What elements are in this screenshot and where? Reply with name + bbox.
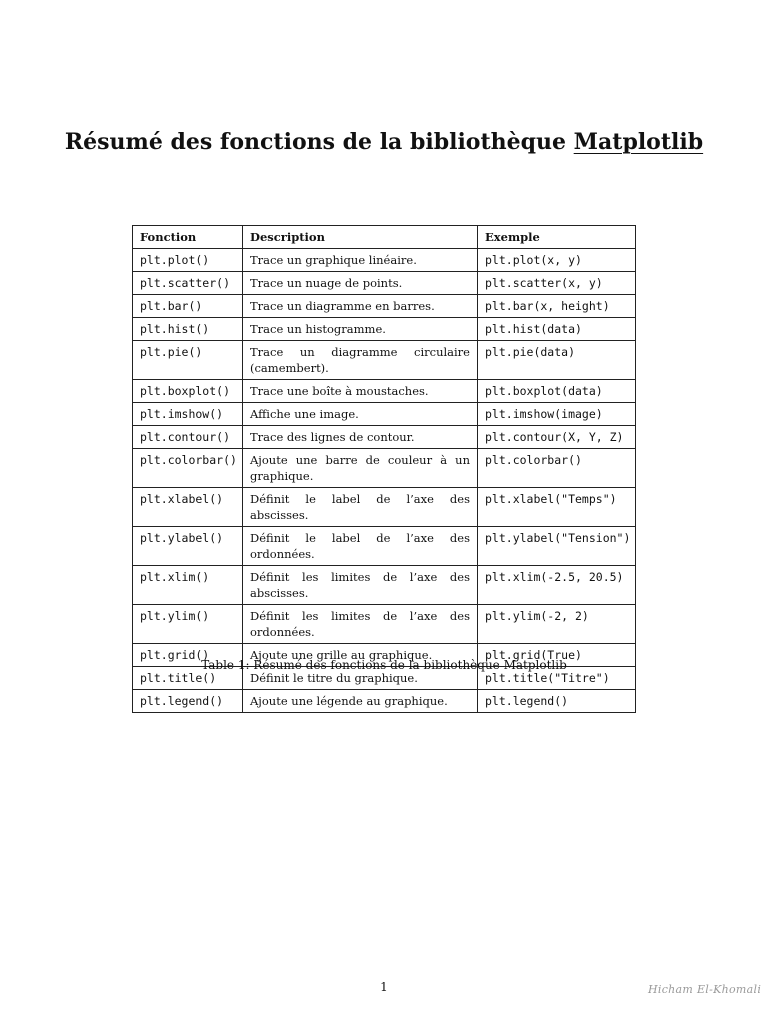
title-emphasis: Matplotlib bbox=[573, 128, 704, 155]
header-description: Description bbox=[243, 226, 478, 249]
example-cell: plt.colorbar() bbox=[478, 449, 636, 488]
description-cell: Ajoute une grille au graphique. bbox=[243, 644, 478, 667]
page-number: 1 bbox=[380, 980, 388, 994]
function-cell: plt.xlabel() bbox=[133, 488, 243, 527]
description-cell: Ajoute une légende au graphique. bbox=[243, 690, 478, 713]
description-cell: Trace un diagramme circulaire (camembert). bbox=[243, 341, 478, 380]
functions-table bbox=[132, 225, 636, 713]
example-cell: plt.boxplot(data) bbox=[478, 380, 636, 403]
example-cell: plt.title("Titre") bbox=[478, 667, 636, 690]
example-cell: plt.grid(True) bbox=[478, 644, 636, 667]
description-cell: Trace des lignes de contour. bbox=[243, 426, 478, 449]
example-cell: plt.xlabel("Temps") bbox=[478, 488, 636, 527]
function-cell: plt.imshow() bbox=[133, 403, 243, 426]
author-signature: Hicham El-Khomali bbox=[648, 983, 762, 996]
document-title bbox=[0, 129, 768, 155]
description-cell: Définit le label de l’axe des abscisses. bbox=[243, 488, 478, 527]
description-cell: Trace un graphique linéaire. bbox=[243, 249, 478, 272]
table-row bbox=[133, 690, 636, 713]
title-prefix: Résumé des fonctions de la bibliothèque bbox=[64, 128, 574, 155]
example-cell: plt.bar(x, height) bbox=[478, 295, 636, 318]
function-cell: plt.xlim() bbox=[133, 566, 243, 605]
description-cell: Trace une boîte à moustaches. bbox=[243, 380, 478, 403]
example-cell: plt.scatter(x, y) bbox=[478, 272, 636, 295]
description-cell: Trace un diagramme en barres. bbox=[243, 295, 478, 318]
description-cell: Trace un nuage de points. bbox=[243, 272, 478, 295]
description-cell: Affiche une image. bbox=[243, 403, 478, 426]
example-cell: plt.hist(data) bbox=[478, 318, 636, 341]
table-row bbox=[133, 527, 636, 566]
example-cell: plt.contour(X, Y, Z) bbox=[478, 426, 636, 449]
description-cell: Définit les limites de l’axe des abscisses. bbox=[243, 566, 478, 605]
example-cell: plt.imshow(image) bbox=[478, 403, 636, 426]
function-cell: plt.grid() bbox=[133, 644, 243, 667]
table-row bbox=[133, 249, 636, 272]
example-cell: plt.ylabel("Tension") bbox=[478, 527, 636, 566]
function-cell: plt.ylim() bbox=[133, 605, 243, 644]
table-body bbox=[133, 249, 636, 713]
function-cell: plt.boxplot() bbox=[133, 380, 243, 403]
table-row bbox=[133, 272, 636, 295]
table-row bbox=[133, 566, 636, 605]
table-row bbox=[133, 426, 636, 449]
function-cell: plt.scatter() bbox=[133, 272, 243, 295]
table-row bbox=[133, 488, 636, 527]
description-cell: Définit le label de l’axe des ordonnées. bbox=[243, 527, 478, 566]
table-row bbox=[133, 341, 636, 380]
description-cell: Trace un histogramme. bbox=[243, 318, 478, 341]
table-row bbox=[133, 403, 636, 426]
function-cell: plt.plot() bbox=[133, 249, 243, 272]
example-cell: plt.pie(data) bbox=[478, 341, 636, 380]
function-cell: plt.hist() bbox=[133, 318, 243, 341]
description-cell: Définit le titre du graphique. bbox=[243, 667, 478, 690]
function-cell: plt.pie() bbox=[133, 341, 243, 380]
table-row bbox=[133, 449, 636, 488]
function-cell: plt.ylabel() bbox=[133, 527, 243, 566]
table-row bbox=[133, 605, 636, 644]
description-cell: Définit les limites de l’axe des ordonnées. bbox=[243, 605, 478, 644]
table-row bbox=[133, 318, 636, 341]
example-cell: plt.ylim(-2, 2) bbox=[478, 605, 636, 644]
example-cell: plt.legend() bbox=[478, 690, 636, 713]
table-header-row bbox=[133, 226, 636, 249]
table-caption: Table 1: Résumé des fonctions de la bibliothèque Matplotlib bbox=[201, 658, 567, 672]
function-cell: plt.bar() bbox=[133, 295, 243, 318]
function-cell: plt.contour() bbox=[133, 426, 243, 449]
function-cell: plt.colorbar() bbox=[133, 449, 243, 488]
header-exemple: Exemple bbox=[478, 226, 636, 249]
example-cell: plt.plot(x, y) bbox=[478, 249, 636, 272]
example-cell: plt.xlim(-2.5, 20.5) bbox=[478, 566, 636, 605]
function-cell: plt.title() bbox=[133, 667, 243, 690]
description-cell: Ajoute une barre de couleur à un graphique. bbox=[243, 449, 478, 488]
table-row bbox=[133, 295, 636, 318]
table-row bbox=[133, 380, 636, 403]
header-fonction: Fonction bbox=[133, 226, 243, 249]
function-cell: plt.legend() bbox=[133, 690, 243, 713]
